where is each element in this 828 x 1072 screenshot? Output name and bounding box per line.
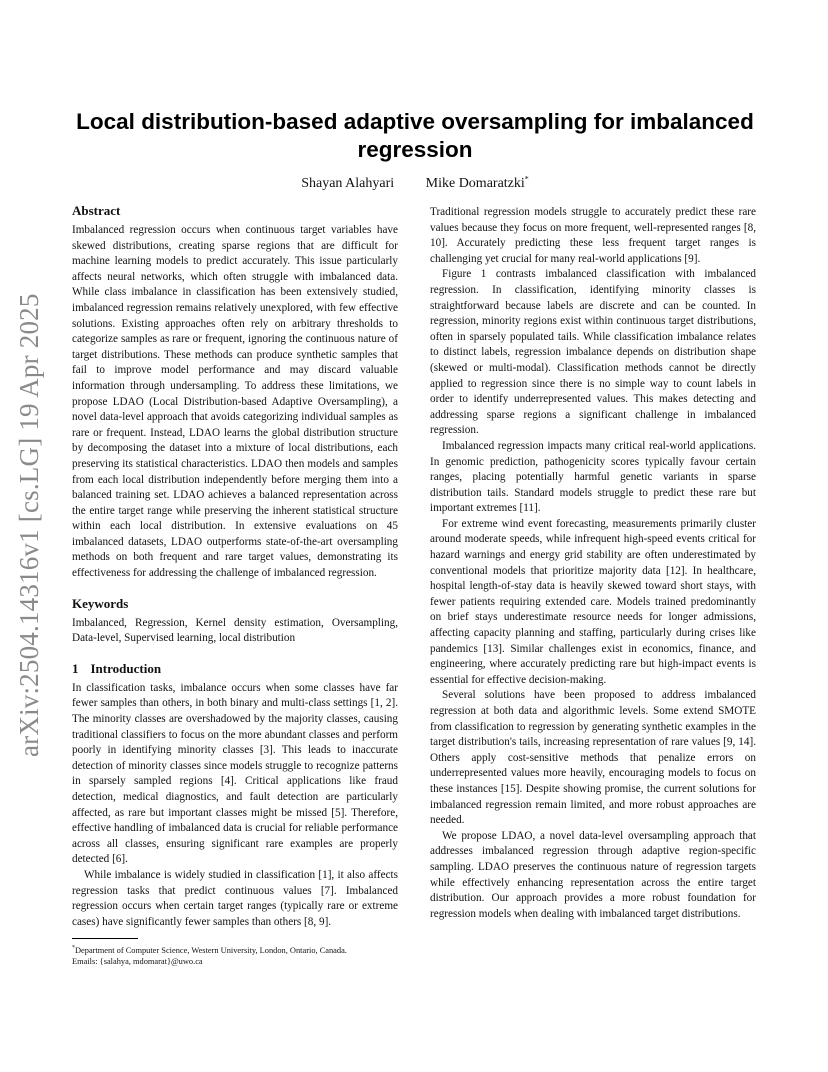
intro-paragraph-1: In classification tasks, imbalance occurs when some classes have far fewer samples than others, in both binary and multi-class settings [1, 2]. The minority classes are overshadowed by the majority classes, causing traditional classifiers to focus on the more abundant classes and perform poorly in identifying minority classes [3]. This leads to inaccurate detection of minority classes since models struggle to recognize patterns in sparsely sampled regions [4]. Critical applications like fraud detection, medical diagnostics, and fault detection are particularly affected, as rare but important classes might be missed [5]. Therefore, effective handling of imbalanced data is crucial for reliable performance across all classes, ensuring significant rare examples are properly detected [6].	[72, 681, 398, 866]
left-column	[72, 203, 398, 967]
footnote-mark: *	[72, 945, 75, 952]
introduction-heading	[72, 661, 398, 677]
intro-paragraph-8: We propose LDAO, a novel data-level oversampling approach that addresses imbalanced regression through adaptive region-specific sampling. LDAO preserves the continuous nature of regression targets while effectively enhancing representation across the entire target distribution. Our approach provides a more robust foundation for regression models when dealing with imbalanced target distributions.	[430, 829, 756, 920]
paper-title: Local distribution-based adaptive oversampling for imbalanced regression	[76, 109, 754, 162]
keywords-heading: Keywords	[72, 595, 129, 611]
author-2	[426, 176, 529, 191]
intro-paragraph-5: Imbalanced regression impacts many critical real-world applications. In genomic prediction, pathogenicity scores typically favour certain ranges, placing potentially harmful genetic variants in sparse distribution tails. Standard models struggle to predict these rare but important extremes [11].	[430, 439, 756, 515]
intro-paragraph-3: Traditional regression models struggle to accurately predict these rare values because they focus on more frequent, well-represented ranges [8, 10]. Accurately predicting these less frequent target ranges is challenging yet crucial for many real-world applications [9].	[430, 206, 756, 265]
author-name: Shayan Alahyari	[301, 175, 395, 191]
abstract-text: Imbalanced regression occurs when continuous target variables have skewed distributions, creating sparse regions that are difficult for machine learning models to predict accurately. This issue particularly affects neural networks, which often struggle with imbalanced data. While class imbalance in classification has been extensively studied, imbalanced regression remains relatively unexplored, with few effective solutions. Existing approaches often rely on arbitrary thresholds to categorize samples as rare or frequent, ignoring the continuous nature of target distributions. These methods can produce synthetic samples that fail to improve model performance and may discard valuable information through undersampling. To address these limitations, we propose LDAO (Local Distribution-based Adaptive Oversampling), a novel data-level approach that avoids categorizing individual samples as rare or frequent. Instead, LDAO learns the global distribution structure by decomposing the dataset into a mixture of local distributions, each preserving its statistical characteristics. LDAO then models and samples from each local distribution independently before merging them into a balanced training set. LDAO achieves a balanced representation across the entire target range while preserving the inherent statistical structure within each local distribution. In extensive evaluations on 45 imbalanced datasets, LDAO outperforms state-of-the-art oversampling methods on both frequent and rare target values, demonstrating its effectiveness for addressing the challenge of imbalanced regression.	[72, 224, 398, 580]
arxiv-identifier: arXiv:2504.14316v1 [cs.LG] 19 Apr 2025	[14, 293, 44, 757]
intro-paragraph-2: While imbalance is widely studied in classification [1], it also affects regression tasks that predict continuous values [7]. Imbalanced regression occurs when certain target ranges (typically rare or extreme cases) have significantly fewer samples than others [8, 9].	[72, 868, 398, 928]
footnote	[72, 943, 398, 967]
author-mark: *	[524, 174, 529, 183]
author-1	[301, 176, 394, 191]
right-column	[430, 205, 756, 922]
intro-paragraph-7: Several solutions have been proposed to address imbalanced regression at both data and algorithmic levels. Some extend SMOTE from classification to regression by generating synthetic examples in the target distribution's tails, increasing representation of rare values [9, 14]. Others apply cost-sensitive methods that penalize errors on underrepresented values more heavily, encouraging models to focus on these instances [15]. Despite showing promise, the current solutions for imbalanced regression remain limited, and more robust approaches are needed.	[430, 689, 756, 827]
keywords-text: Imbalanced, Regression, Kernel density estimation, Oversampling, Data-level, Supervised learning, local distribution	[72, 616, 398, 645]
abstract-heading: Abstract	[72, 203, 121, 218]
author-name: Mike Domaratzki	[425, 175, 525, 191]
footnote-rule	[72, 938, 138, 939]
footnote-affiliation: *Department of Computer Science, Western University, London, Ontario, Canada.	[72, 945, 347, 956]
intro-paragraph-6: For extreme wind event forecasting, measurements primarily cluster around moderate speeds, while infrequent high-speed events critical for hazard warnings and energy grid stability are often underestimated by conventional models that prioritize majority data [12]. In healthcare, hospital length-of-stay data is heavily skewed toward short stays, with fewer patients requiring extended care. Models trained predominantly on brief stays underestimate resource needs for longer admissions, affecting capacity planning and staffing, particularly during crises like pandemics [13]. Similar challenges exist in economics, finance, and engineering, where accurately predicting rare but high-impact events is essential for effective decision-making.	[430, 517, 756, 686]
section-number: 1	[72, 660, 79, 676]
footnote-emails: Emails: {salahya, mdomarat}@uwo.ca	[72, 957, 203, 967]
author-list	[70, 174, 760, 192]
section-title: Introduction	[90, 660, 162, 676]
intro-paragraph-4: Figure 1 contrasts imbalanced classification with imbalanced regression. In classification, identifying minority classes is straightforward because labels are discrete and can be counted. In regression, minority regions exist within continuous target distributions, often in sparsely populated tails. While classification imbalance relates to distinct labels, regression imbalance depends on distribution shape (skewed or multi-modal). Classification methods cannot be directly applied to regression since there is no simple way to count labels in order to identify underrepresented values. This makes detecting and addressing sparse regions a significant challenge in imbalanced regression.	[430, 268, 756, 437]
